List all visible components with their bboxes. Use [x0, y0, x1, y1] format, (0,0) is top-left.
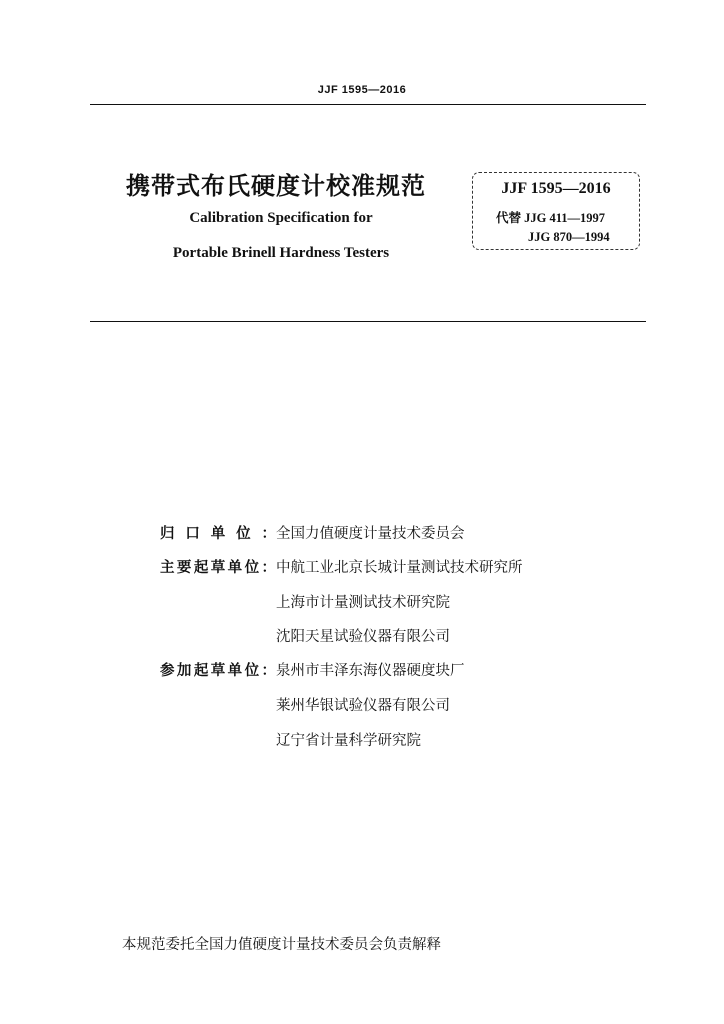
- main-drafting-unit-1: 中航工业北京长城计量测试技术研究所: [276, 560, 523, 576]
- title-chinese: 携带式布氏硬度计校准规范: [126, 172, 426, 200]
- main-drafting-unit-2: 上海市计量测试技术研究院: [276, 595, 450, 611]
- main-drafting-label: 主要起草单位：: [160, 560, 276, 576]
- participating-unit-3: 辽宁省计量科学研究院: [276, 733, 421, 749]
- header-standard-code: JJF 1595—2016: [317, 84, 407, 96]
- participating-unit-1: 泉州市丰泽东海仪器硬度块厂: [276, 663, 465, 679]
- participating-row: [160, 659, 276, 680]
- participating-unit-2: 莱州华银试验仪器有限公司: [276, 698, 450, 714]
- replaces-line-1: 代替 JJG 411—1997: [496, 211, 606, 225]
- responsible-unit-value: 全国力值硬度计量技术委员会: [276, 526, 465, 542]
- main-drafting-row: [160, 556, 276, 577]
- footer-note: 本规范委托全国力值硬度计量技术委员会负责解释: [122, 937, 441, 953]
- responsible-unit-label: 归口单位：: [160, 526, 276, 542]
- participating-label: 参加起草单位：: [160, 663, 276, 679]
- main-drafting-unit-3: 沈阳天星试验仪器有限公司: [276, 629, 450, 645]
- responsible-unit-row: [160, 522, 276, 543]
- header-rule: [90, 104, 646, 105]
- title-bottom-rule: [90, 321, 646, 322]
- title-english-line1: Calibration Specification for: [189, 210, 373, 226]
- standard-code: JJF 1595—2016: [501, 180, 611, 197]
- replaces-line-2: JJG 870—1994: [528, 230, 610, 244]
- title-english-line2: Portable Brinell Hardness Testers: [172, 245, 390, 261]
